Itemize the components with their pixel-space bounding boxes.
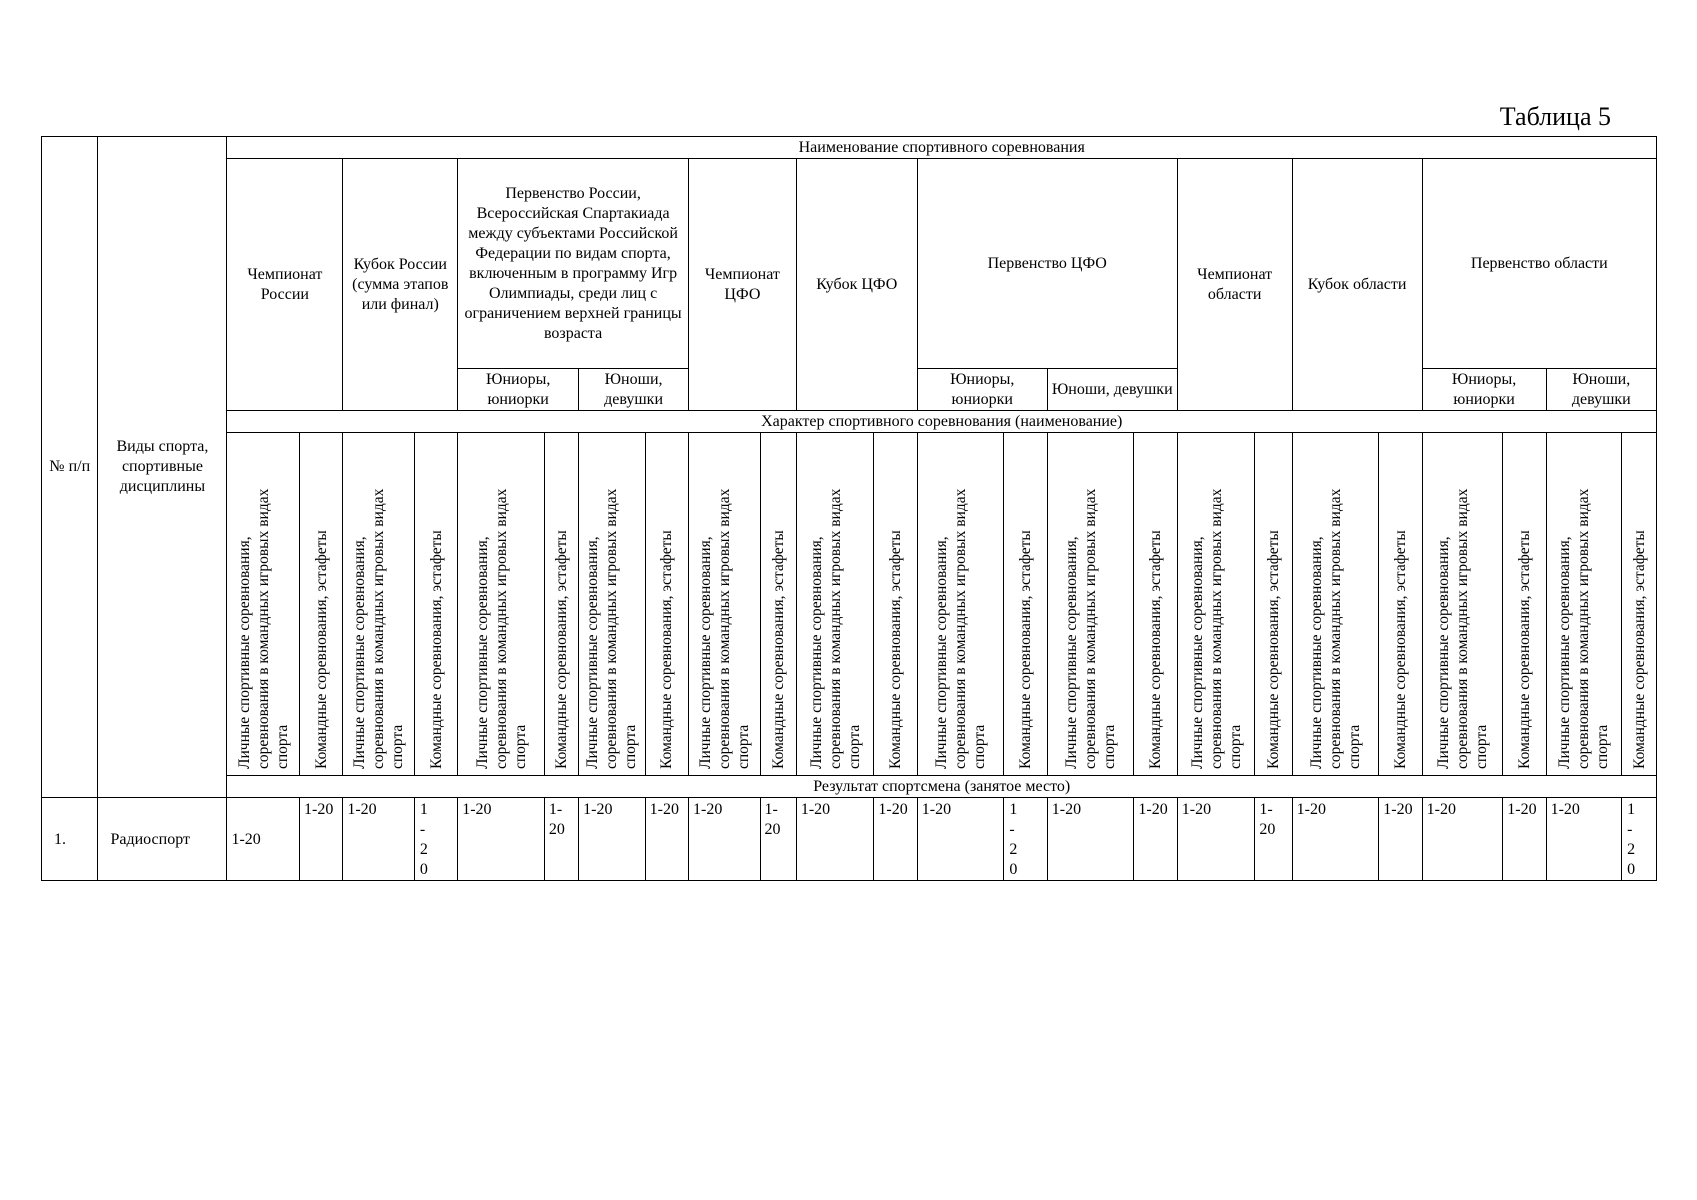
competition-header: Чемпионат области [1177, 159, 1292, 411]
result-cell: 1-20 [645, 798, 688, 881]
vertical-label: Личные спортивные соревнования, соревнования в командных игровых видах спорта [473, 488, 529, 769]
vertical-label: Командные соревнования, эстафеты [887, 530, 905, 769]
table-row [42, 798, 1657, 881]
individual-header [1292, 433, 1379, 776]
result-cell [1004, 798, 1047, 881]
result-cell: 1-20 [760, 798, 796, 881]
character-header: Характер спортивного соревнования (наименование) [227, 411, 1657, 433]
age-group-header: Юноши, девушки [579, 369, 689, 411]
team-header [760, 433, 796, 776]
individual-header [688, 433, 760, 776]
age-group-header: Юноши, девушки [1047, 369, 1177, 411]
vertical-label: Командные соревнования, эстафеты [1264, 530, 1282, 769]
individual-header [917, 433, 1004, 776]
team-header [874, 433, 917, 776]
vertical-label: Личные спортивные соревнования, соревнования в командных игровых видах спорта [696, 488, 752, 769]
team-header [645, 433, 688, 776]
result-cell: 1-20 [688, 798, 760, 881]
individual-header [1177, 433, 1255, 776]
team-header [414, 433, 457, 776]
vertical-label: Командные соревнования, эстафеты [553, 530, 570, 769]
result-value: 1-20 [1627, 801, 1636, 878]
vertical-label: Командные соревнования, эстафеты [1515, 530, 1533, 769]
result-cell: 1-20 [544, 798, 578, 881]
vertical-label: Командные соревнования, эстафеты [1630, 530, 1648, 769]
table-caption: Таблица 5 [1499, 102, 1611, 131]
age-group-header: Юноши, девушки [1546, 369, 1656, 411]
competition-header: Чемпионат России [227, 159, 343, 411]
vertical-label: Командные соревнования, эстафеты [1391, 530, 1409, 769]
result-cell: 1-20 [1422, 798, 1503, 881]
vertical-label: Командные соревнования, эстафеты [658, 530, 676, 769]
result-cell: 1-20 [1177, 798, 1255, 881]
competition-header: Кубок области [1292, 159, 1422, 411]
team-header [1622, 433, 1657, 776]
result-cell: 1-20 [1546, 798, 1622, 881]
individual-header [1047, 433, 1134, 776]
team-header [1503, 433, 1546, 776]
result-cell: 1-20 [1503, 798, 1546, 881]
age-group-header: Юниоры, юниорки [1422, 369, 1546, 411]
result-cell [1622, 798, 1657, 881]
result-cell: 1-20 [1047, 798, 1134, 881]
competition-header: Чемпионат ЦФО [688, 159, 796, 411]
result-cell: 1-20 [1292, 798, 1379, 881]
row-sport: Радиоспорт [98, 798, 227, 881]
result-cell [414, 798, 457, 881]
individual-header [343, 433, 415, 776]
result-cell: 1-20 [1379, 798, 1422, 881]
result-header: Результат спортсмена (занятое место) [227, 776, 1657, 798]
vertical-label: Личные спортивные соревнования, соревнования в командных игровых видах спорта [1063, 488, 1119, 769]
age-group-header: Юниоры, юниорки [917, 369, 1047, 411]
vertical-label: Командные соревнования, эстафеты [312, 530, 330, 769]
competition-name-header: Наименование спортивного соревнования [227, 137, 1657, 159]
vertical-label: Командные соревнования, эстафеты [427, 530, 445, 769]
result-cell: 1-20 [874, 798, 917, 881]
team-header [1004, 433, 1047, 776]
vertical-label: Личные спортивные соревнования, соревнования в командных игровых видах спорта [933, 488, 989, 769]
result-cell: 1-20 [796, 798, 874, 881]
num-header: № п/п [42, 137, 98, 798]
competition-table [41, 136, 1657, 881]
competition-header: Первенство России, Всероссийская Спартакиада между субъектами Российской Федерации по видам спорта, включенным в программу Игр Олимпиады, среди лиц с ограничением верхней границы возраста [458, 159, 689, 369]
result-cell: 1-20 [917, 798, 1004, 881]
competition-header: Первенство ЦФО [917, 159, 1177, 369]
competition-header: Кубок России (сумма этапов или финал) [343, 159, 458, 411]
individual-header [1422, 433, 1503, 776]
vertical-label: Командные соревнования, эстафеты [1147, 530, 1165, 769]
vertical-label: Личные спортивные соревнования, соревнования в командных игровых видах спорта [351, 488, 407, 769]
result-cell: 1-20 [579, 798, 646, 881]
vertical-label: Личные спортивные соревнования, соревнования в командных игровых видах спорта [1188, 488, 1244, 769]
individual-header [1546, 433, 1622, 776]
vertical-label: Личные спортивные соревнования, соревнования в командных игровых видах спорта [1434, 488, 1490, 769]
competition-header: Кубок ЦФО [796, 159, 917, 411]
vertical-label: Личные спортивные соревнования, соревнования в командных игровых видах спорта [584, 488, 640, 769]
vertical-label: Личные спортивные соревнования, соревнования в командных игровых видах спорта [1556, 488, 1612, 769]
vertical-label: Командные соревнования, эстафеты [1017, 530, 1035, 769]
vertical-label: Личные спортивные соревнования, соревнования в командных игровых видах спорта [235, 488, 291, 769]
result-cell: 1-20 [300, 798, 343, 881]
row-number: 1. [42, 798, 98, 881]
competition-header: Первенство области [1422, 159, 1656, 369]
vertical-label: Личные спортивные соревнования, соревнования в командных игровых видах спорта [1307, 488, 1363, 769]
individual-header [579, 433, 646, 776]
individual-header [458, 433, 545, 776]
vertical-label: Командные соревнования, эстафеты [769, 530, 787, 769]
sport-header: Виды спорта, спортивные дисциплины [98, 137, 227, 798]
result-cell: 1-20 [1134, 798, 1177, 881]
individual-header [796, 433, 874, 776]
result-cell: 1-20 [227, 798, 300, 881]
team-header [544, 433, 578, 776]
individual-header [227, 433, 300, 776]
result-value: 1-20 [419, 801, 428, 878]
team-header [1379, 433, 1422, 776]
character-subheaders [42, 433, 1657, 776]
result-value: 1-20 [1009, 801, 1018, 878]
age-group-header: Юниоры, юниорки [458, 369, 579, 411]
result-cell: 1-20 [1255, 798, 1292, 881]
team-header [1134, 433, 1177, 776]
result-cell: 1-20 [343, 798, 415, 881]
team-header [1255, 433, 1292, 776]
vertical-label: Личные спортивные соревнования, соревнования в командных игровых видах спорта [807, 488, 863, 769]
result-cell: 1-20 [458, 798, 545, 881]
team-header [300, 433, 343, 776]
